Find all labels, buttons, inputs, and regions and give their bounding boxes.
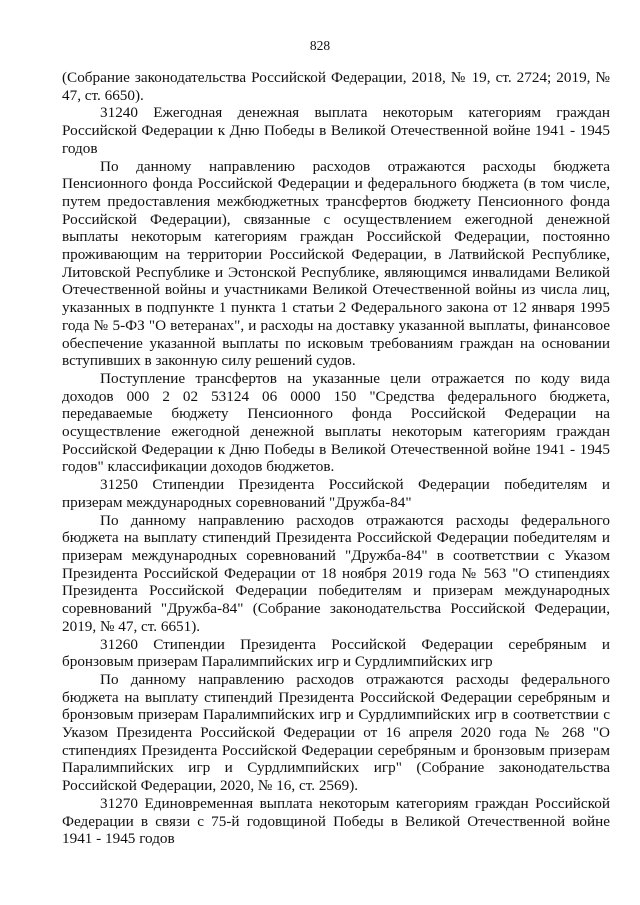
section-31260-description: По данному направлению расходов отражаются расходы федерального бюджета на выплату стипендий Президента Российской Федерации серебряным и бронзовым призерам Паралимпийских игр и Сурдлимпийских игр в соответствии с Указом Президента Российской Федерации от 16 апреля 2020 года № 268 "О стипендиях Президента Российской Федерации серебряным и бронзовым призерам Паралимпийских игр и Сурдлимпийских игр" (Собрание законодательства Российской Федерации, 2020, № 16, ст. 2569).: [62, 670, 610, 795]
page-number: 828: [309, 38, 331, 53]
section-31270-heading: 31270 Единовременная выплата некоторым категориям граждан Российской Федерации в связи с 75-й годовщиной Победы в Великой Отечественной войне 1941 - 1945 годов: [62, 794, 610, 848]
intro-citation: (Собрание законодательства Российской Федерации, 2018, № 19, ст. 2724; 2019, № 47, ст. 6650).: [62, 69, 610, 104]
section-31250-heading: 31250 Стипендии Президента Российской Федерации победителям и призерам международных соревнований "Дружба-84": [62, 476, 610, 511]
section-31260-heading: 31260 Стипендии Президента Российской Федерации серебряным и бронзовым призерам Паралимпийских игр и Сурдлимпийских игр: [62, 635, 610, 671]
section-31240-income-code: Поступление трансфертов на указанные цели отражается по коду вида доходов 000 2 02 53124 06 0000 150 "Средства федерального бюджета, передаваемые бюджету Пенсионного фонда Российской Федерации на осуществление ежегодной денежной выплаты некоторым категориям граждан Российской Федерации к Дню Победы в Великой Отечественной войне 1941 - 1945 годов" классификации доходов бюджетов.: [62, 369, 610, 476]
section-31240-description: По данному направлению расходов отражаются расходы бюджета Пенсионного фонда Российской Федерации и федерального бюджета (в том числе, путем предоставления межбюджетных трансфертов бюджету Пенсионного фонда Российской Федерации), связанные с осуществлением ежегодной денежной выплаты некоторым категориям граждан Российской Федерации, постоянно проживающим на территории Российской Федерации, в Латвийской Республике, Литовской Республике и Эстонской Республике, являющимся инвалидами Великой Отечественной войны и участниками Великой Отечественной войны из числа лиц, указанных в подпункте 1 пункта 1 статьи 2 Федерального закона от 12 января 1995 года № 5-ФЗ "О ветеранах", и расходы на доставку указанной выплаты, финансовое обеспечение указанной выплаты по исковым требованиям граждан на основании вступивших в законную силу решений судов.: [62, 157, 610, 370]
section-31250-description: По данному направлению расходов отражаются расходы федерального бюджета на выплату стипендий Президента Российской Федерации победителям и призерам международных соревнований "Дружба-84" в соответствии с Указом Президента Российской Федерации от 18 ноября 2019 года № 563 "О стипендиях Президента Российской Федерации победителям и призерам международных соревнований "Дружба-84" (Собрание законодательства Российской Федерации, 2019, № 47, ст. 6651).: [62, 511, 610, 635]
document-body: [62, 69, 610, 848]
section-31240-heading: 31240 Ежегодная денежная выплата некоторым категориям граждан Российской Федерации к Дню Победы в Великой Отечественной войне 1941 - 1945 годов: [62, 104, 610, 157]
